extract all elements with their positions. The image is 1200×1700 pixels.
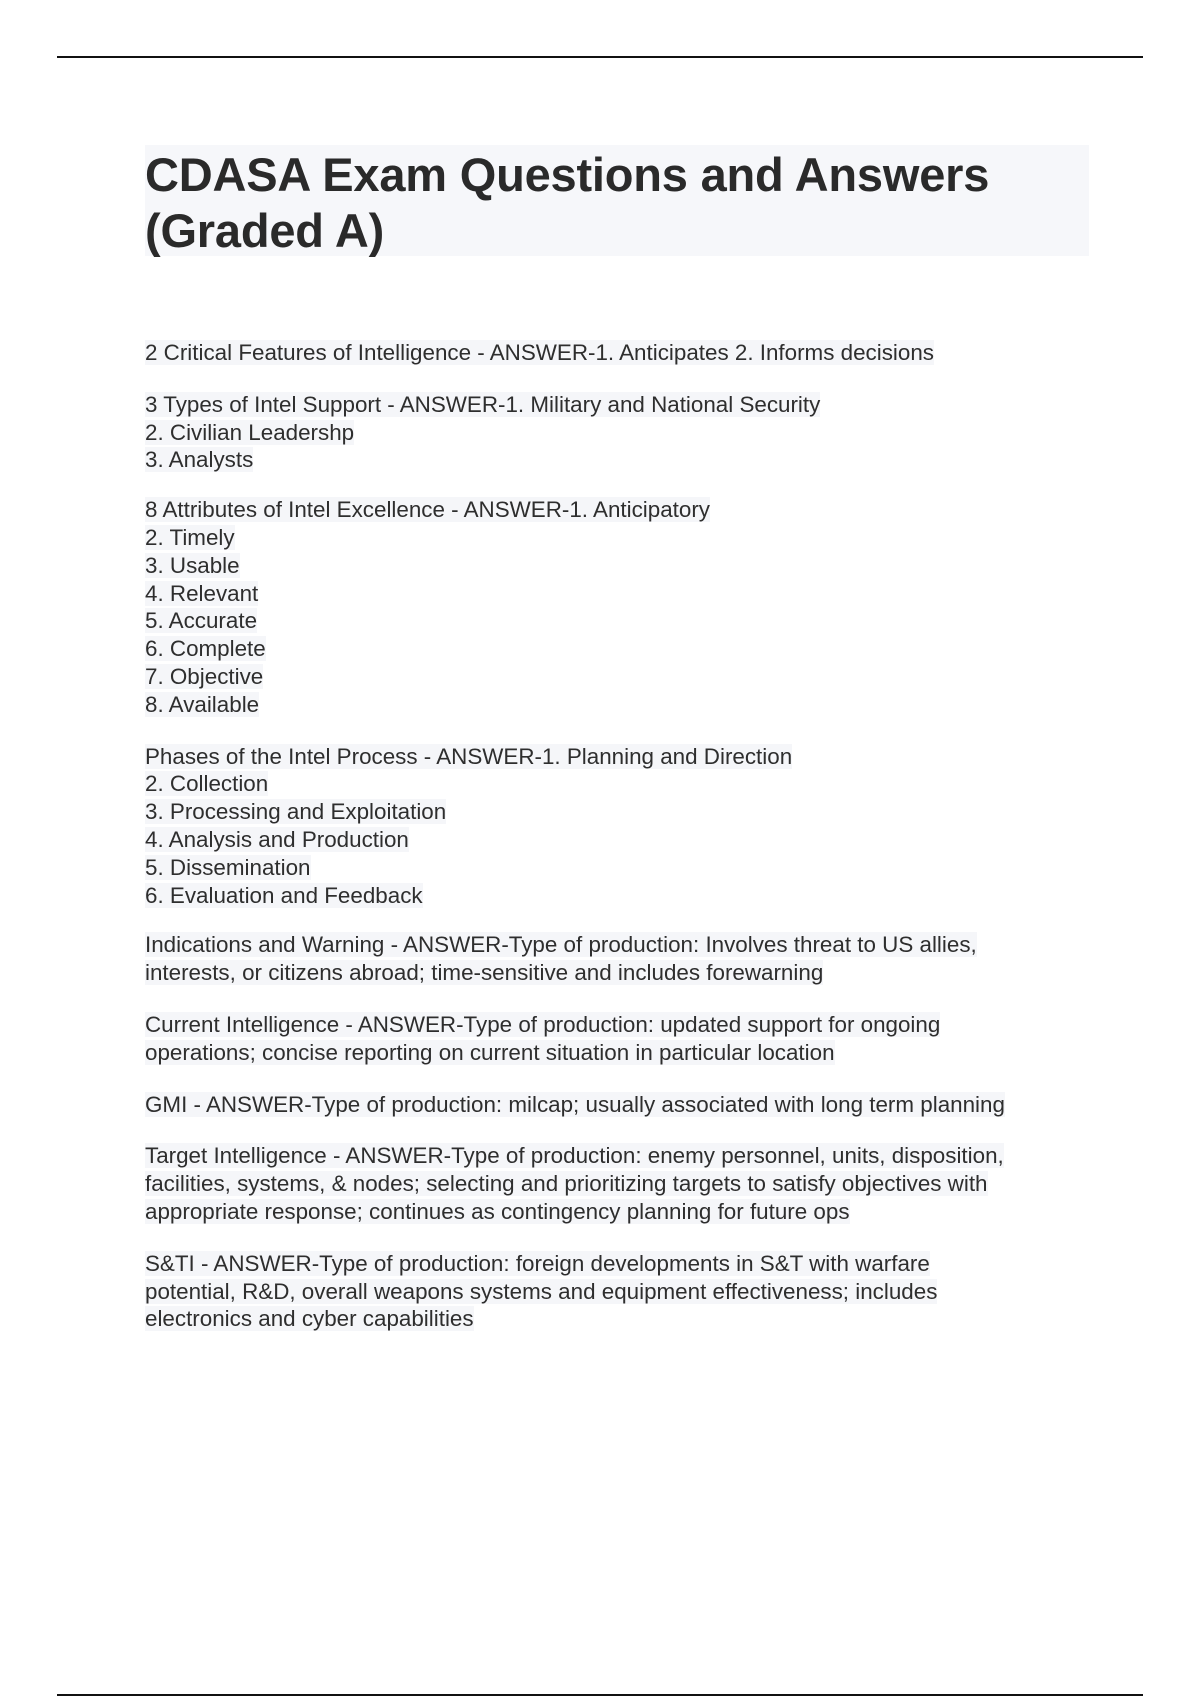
- qa-line-text: 7. Objective: [145, 663, 264, 689]
- qa-line-text: 3. Processing and Exploitation: [145, 799, 447, 825]
- qa-line-text: 6. Complete: [145, 636, 266, 662]
- qa-line-text: 3. Analysts: [145, 447, 254, 473]
- qa-line-text: 8 Attributes of Intel Excellence - ANSWER-1. Anticipatory: [145, 497, 710, 523]
- qa-question-line: [145, 743, 1085, 771]
- qa-answer-line: [145, 580, 1085, 608]
- qa-line-text: 5. Accurate: [145, 608, 258, 634]
- qa-line-text: 2. Civilian Leadershp: [145, 419, 355, 445]
- qa-line-text: potential, R&D, overall weapons systems and equipment effectiveness; includes: [145, 1278, 938, 1304]
- qa-line-text: 6. Evaluation and Feedback: [145, 882, 423, 908]
- qa-entry: [145, 1250, 1085, 1333]
- qa-question-line: [145, 1250, 1085, 1278]
- qa-answer-line: [145, 1198, 1085, 1226]
- qa-line-text: GMI - ANSWER-Type of production: milcap; usually associated with long term planning: [145, 1091, 1005, 1117]
- qa-answer-line: [145, 826, 1085, 854]
- qa-line-text: Indications and Warning - ANSWER-Type of production: Involves threat to US allies,: [145, 932, 977, 958]
- qa-line-text: facilities, systems, & nodes; selecting and prioritizing targets to satisfy objectives with: [145, 1171, 988, 1197]
- qa-line-text: appropriate response; continues as contingency planning for future ops: [145, 1198, 850, 1224]
- qa-entry: [145, 931, 1085, 987]
- qa-answer-line: [145, 1278, 1085, 1306]
- qa-list: [145, 339, 1085, 1333]
- qa-line-text: 2. Timely: [145, 524, 235, 550]
- qa-line-text: 2. Collection: [145, 771, 269, 797]
- qa-line-text: 5. Dissemination: [145, 854, 311, 880]
- qa-entry: [145, 1011, 1085, 1067]
- qa-line-text: electronics and cyber capabilities: [145, 1306, 474, 1332]
- header-rule: [57, 56, 1143, 58]
- qa-line-text: 2 Critical Features of Intelligence - ANSWER-1. Anticipates 2. Informs decisions: [145, 340, 934, 365]
- qa-answer-line: [145, 552, 1085, 580]
- qa-answer-line: [145, 1305, 1085, 1333]
- qa-question-line: [145, 1011, 1085, 1039]
- qa-line-text: 4. Relevant: [145, 580, 259, 606]
- qa-answer-line: [145, 770, 1085, 798]
- qa-answer-line: [145, 607, 1085, 635]
- qa-answer-line: [145, 691, 1085, 719]
- qa-line-text: 3 Types of Intel Support - ANSWER-1. Military and National Security: [145, 391, 821, 417]
- qa-answer-line: [145, 959, 1085, 987]
- qa-answer-line: [145, 419, 1085, 447]
- qa-line-text: Phases of the Intel Process - ANSWER-1. Planning and Direction: [145, 743, 793, 769]
- qa-entry: [145, 1091, 1085, 1119]
- document-title: [145, 147, 1089, 259]
- title-line: CDASA Exam Questions and Answers: [145, 148, 990, 201]
- qa-line-text: Target Intelligence - ANSWER-Type of production: enemy personnel, units, disposition,: [145, 1143, 1004, 1169]
- qa-answer-line: [145, 446, 1085, 474]
- qa-answer-line: [145, 882, 1085, 910]
- qa-line-text: 3. Usable: [145, 552, 240, 578]
- qa-question-line: [145, 931, 1085, 959]
- qa-entry: [145, 391, 1085, 474]
- qa-answer-line: [145, 1039, 1085, 1067]
- qa-answer-line: [145, 663, 1085, 691]
- qa-answer-line: [145, 1170, 1085, 1198]
- qa-answer-line: [145, 524, 1085, 552]
- footer-rule: [57, 1694, 1143, 1696]
- qa-line-text: 8. Available: [145, 691, 260, 717]
- qa-line-text: Current Intelligence - ANSWER-Type of production: updated support for ongoing: [145, 1011, 941, 1037]
- title-block: [145, 145, 1089, 256]
- qa-question-line: [145, 1142, 1085, 1170]
- qa-answer-line: [145, 798, 1085, 826]
- qa-entry: [145, 339, 1085, 367]
- title-line: (Graded A): [145, 204, 385, 257]
- qa-entry: [145, 743, 1085, 910]
- qa-entry: [145, 496, 1085, 718]
- qa-question-line: [145, 339, 1085, 367]
- qa-answer-line: [145, 635, 1085, 663]
- qa-answer-line: [145, 854, 1085, 882]
- qa-line-text: 4. Analysis and Production: [145, 826, 409, 852]
- qa-question-line: [145, 391, 1085, 419]
- qa-entry: [145, 1142, 1085, 1225]
- qa-question-line: [145, 1091, 1085, 1119]
- qa-question-line: [145, 496, 1085, 524]
- qa-line-text: operations; concise reporting on current situation in particular location: [145, 1039, 835, 1065]
- qa-line-text: interests, or citizens abroad; time-sensitive and includes forewarning: [145, 960, 824, 986]
- qa-line-text: S&TI - ANSWER-Type of production: foreign developments in S&T with warfare: [145, 1250, 930, 1276]
